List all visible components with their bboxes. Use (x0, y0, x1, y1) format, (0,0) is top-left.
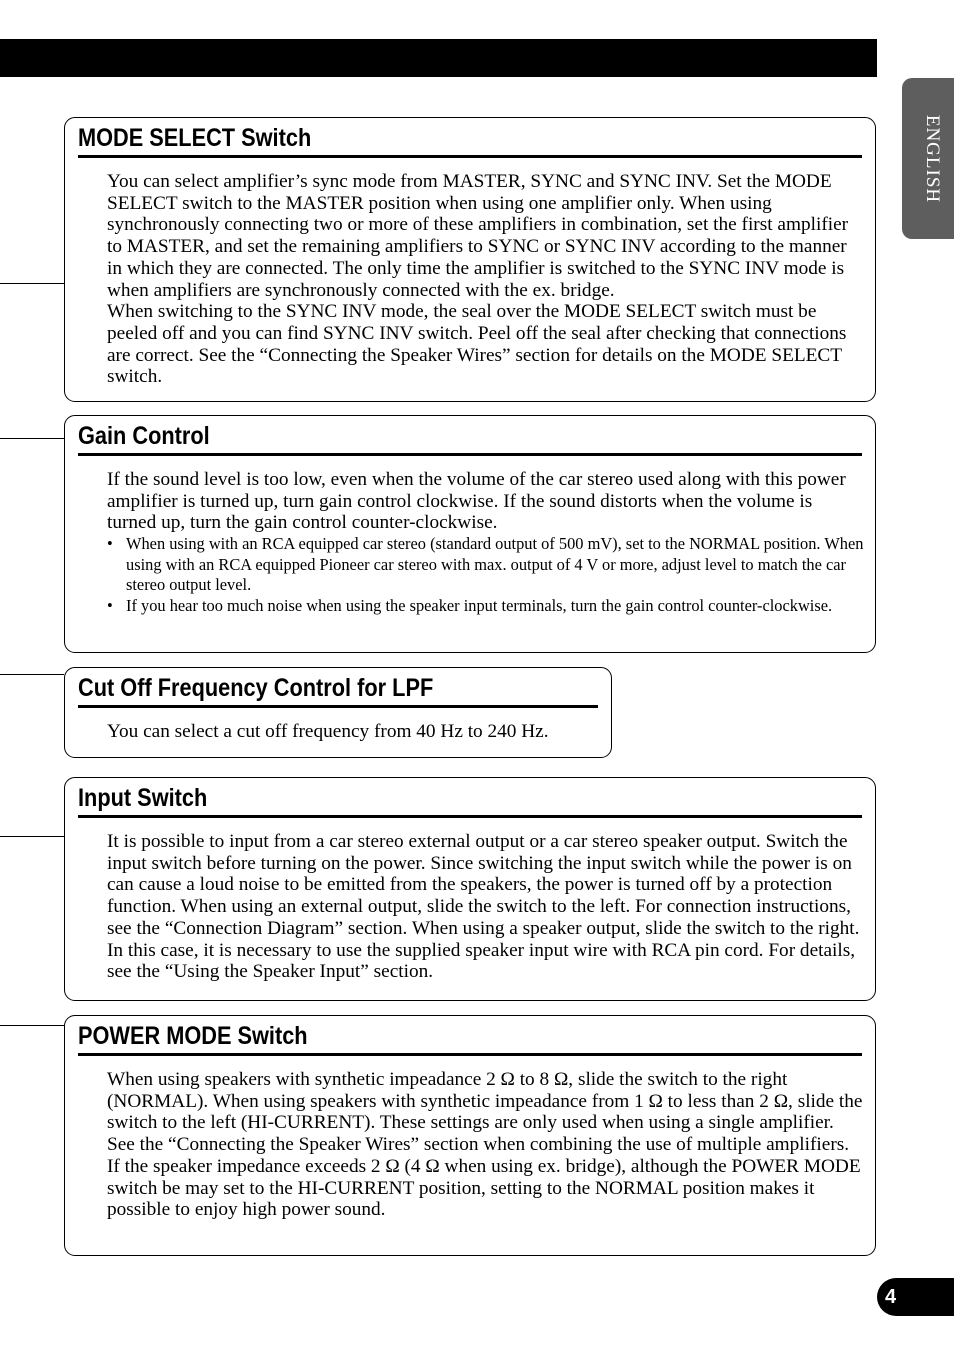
section-body (107, 469, 865, 616)
paragraph: When switching to the SYNC INV mode, the seal over the MODE SELECT switch must be peeled off and you can find SYNC INV switch. Peel off the seal after checking that connections are correct. See the “Connecting the Speaker Wires” section for details on the MODE SELECT switch. (107, 301, 847, 388)
section-gain-control (64, 415, 876, 653)
section-cut-off-frequency (64, 667, 612, 758)
header-bar (0, 39, 877, 77)
section-body (107, 171, 865, 388)
paragraph: If the speaker impedance exceeds 2 Ω (4 Ω when using ex. bridge), although the POWER MODE switch be may set to the HI-CURRENT position, setting to the NORMAL position makes it possible to enjoy high power sound. (107, 1155, 861, 1221)
title-rule (78, 1053, 862, 1056)
section-power-mode (64, 1015, 876, 1256)
title-rule (78, 155, 862, 158)
bullet-list (107, 534, 865, 616)
leader-line (0, 283, 64, 284)
leader-line (0, 1025, 64, 1026)
section-body (107, 1069, 865, 1221)
section-mode-select (64, 117, 876, 402)
section-title: Input Switch (78, 784, 208, 812)
language-tab-label: ENGLISH (922, 114, 943, 203)
section-body (107, 831, 865, 983)
paragraph: You can select amplifier’s sync mode from MASTER, SYNC and SYNC INV. Set the MODE SELECT switch to the MASTER position when using one amplifier only. When using synchronously connecting two or more of these amplifiers in combination, set the first amplifier to MASTER, and set the remaining amplifiers to SYNC or SYNC INV according to the manner in which they are connected. The only time the amplifier is switched to the SYNC INV mode is when amplifiers are synchronously connected with the ex. bridge. (107, 171, 849, 301)
bullet-item: • If you hear too much noise when using the speaker input terminals, turn the gain control counter-clockwise. (107, 596, 865, 617)
section-title: MODE SELECT Switch (78, 124, 312, 152)
section-title: Gain Control (78, 422, 210, 450)
language-tab (902, 78, 954, 239)
paragraph: It is possible to input from a car stereo external output or a car stereo speaker output. Switch the input switch before turning on the power. Since switching the input switch while the power is on can cause a loud noise to be emitted from the speakers, the power is turned off by a protection function. When using an external output, slide the switch to the left. For connection instructions, see the “Connection Diagram” section. When using a speaker output, slide the switch to the right. In this case, it is necessary to use the supplied speaker input wire with RCA pin cord. For details, see the “Using the Speaker Input” section. (107, 831, 860, 983)
section-input-switch (64, 777, 876, 1001)
section-title: POWER MODE Switch (78, 1022, 308, 1050)
leader-line (0, 674, 64, 675)
section-body (107, 721, 601, 743)
bullet-item: • When using with an RCA equipped car stereo (standard output of 500 mV), set to the NORMAL position. When using with an RCA equipped Pioneer car stereo with max. output of 4 V or more, adjust level to match the car stereo output level. (107, 534, 865, 596)
paragraph: You can select a cut off frequency from 40 Hz to 240 Hz. (107, 721, 549, 742)
leader-line (0, 438, 64, 439)
title-rule (78, 815, 862, 818)
leader-line (0, 836, 64, 837)
paragraph: If the sound level is too low, even when the volume of the car stereo used along with this power amplifier is turned up, turn gain control clockwise. If the sound distorts when the volume is turned up, turn the gain control counter-clockwise. (107, 469, 846, 534)
title-rule (78, 705, 598, 708)
title-rule (78, 453, 862, 456)
paragraph: When using speakers with synthetic impeadance 2 Ω to 8 Ω, slide the switch to the right (NORMAL). When using speakers with synthetic impeadance from 1 Ω to less than 2 Ω, slide the switch to the left (HI-CURRENT). These settings are only used when using a single amplifier. See the “Connecting the Speaker Wires” section when combining the use of multiple amplifiers. (107, 1069, 863, 1156)
section-title: Cut Off Frequency Control for LPF (78, 674, 434, 702)
page-number: 4 (877, 1278, 954, 1316)
